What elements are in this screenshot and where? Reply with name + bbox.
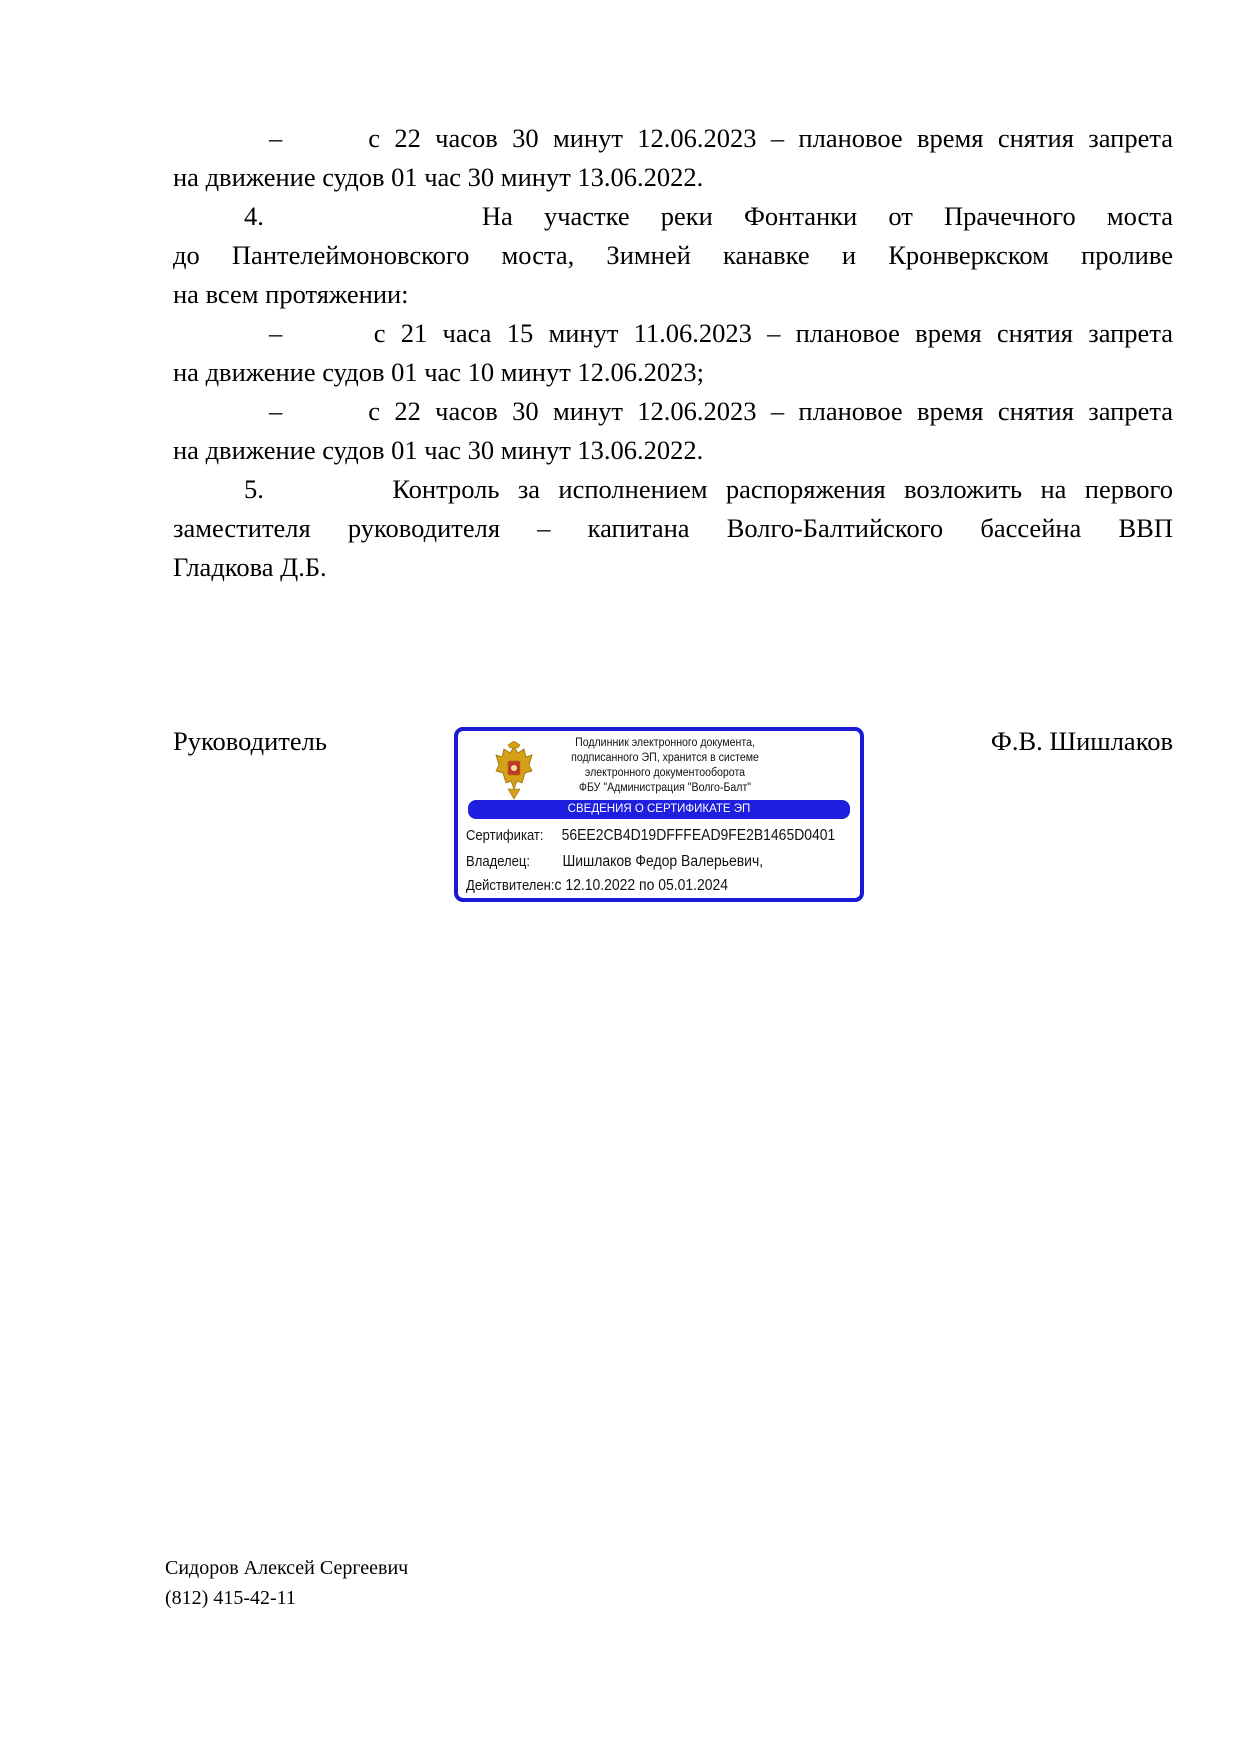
- paragraph-line: на движение судов 01 час 30 минут 13.06.2022.: [173, 162, 704, 192]
- paragraph-line: на движение судов 01 час 10 минут 12.06.2023;: [173, 357, 705, 387]
- certificate-row: [466, 826, 835, 846]
- valid-label: Действителен:: [466, 878, 555, 894]
- owner-value: Шишлаков Федор Валерьевич,: [562, 853, 764, 870]
- owner-label: Владелец:: [466, 854, 530, 870]
- paragraph-line: – с 22 часов 30 минут 12.06.2023 – плановое время снятия запрета: [269, 123, 1173, 153]
- paragraph-line: – с 21 часа 15 минут 11.06.2023 – плановое время снятия запрета: [269, 318, 1173, 348]
- stamp-header-line: подписанного ЭП, хранится в системе: [571, 752, 759, 764]
- executor-phone: (812) 415-42-11: [165, 1587, 296, 1609]
- certificate-value: 56EE2CB4D19DFFFEAD9FE2B1465D0401: [561, 827, 836, 844]
- valid-value: с 12.10.2022 по 05.01.2024: [554, 877, 729, 894]
- paragraph-line: до Пантелеймоновского моста, Зимней канавке и Кронверкском проливе: [173, 240, 1173, 270]
- signature-name: Ф.В. Шишлаков: [990, 726, 1173, 756]
- valid-row: [466, 876, 728, 896]
- executor-name: Сидоров Алексей Сергеевич: [165, 1557, 409, 1579]
- paragraph-line: Гладкова Д.Б.: [173, 552, 327, 582]
- stamp-header-line: ФБУ "Администрация "Волго-Балт": [578, 782, 752, 794]
- stamp-header: [550, 736, 780, 796]
- paragraph-line: на движение судов 01 час 30 минут 13.06.2022.: [173, 435, 704, 465]
- coat-of-arms-icon: [494, 741, 534, 801]
- certificate-info-band: СВЕДЕНИЯ О СЕРТИФИКАТЕ ЭП: [468, 800, 850, 819]
- paragraph-line: заместителя руководителя – капитана Волго-Балтийского бассейна ВВП: [173, 513, 1173, 543]
- paragraph-line: – с 22 часов 30 минут 12.06.2023 – плановое время снятия запрета: [269, 396, 1173, 426]
- owner-row: [466, 852, 763, 872]
- paragraph-line: 4. На участке реки Фонтанки от Прачечного моста: [244, 201, 1173, 231]
- stamp-header-line: электронного документооборота: [584, 767, 746, 779]
- stamp-header-line: Подлинник электронного документа,: [575, 737, 755, 749]
- paragraph-line: на всем протяжении:: [173, 279, 409, 309]
- signature-position: Руководитель: [173, 726, 327, 756]
- paragraph-line: 5. Контроль за исполнением распоряжения возложить на первого: [244, 474, 1173, 504]
- certificate-label: Сертификат:: [466, 828, 544, 844]
- electronic-signature-stamp: [454, 727, 864, 902]
